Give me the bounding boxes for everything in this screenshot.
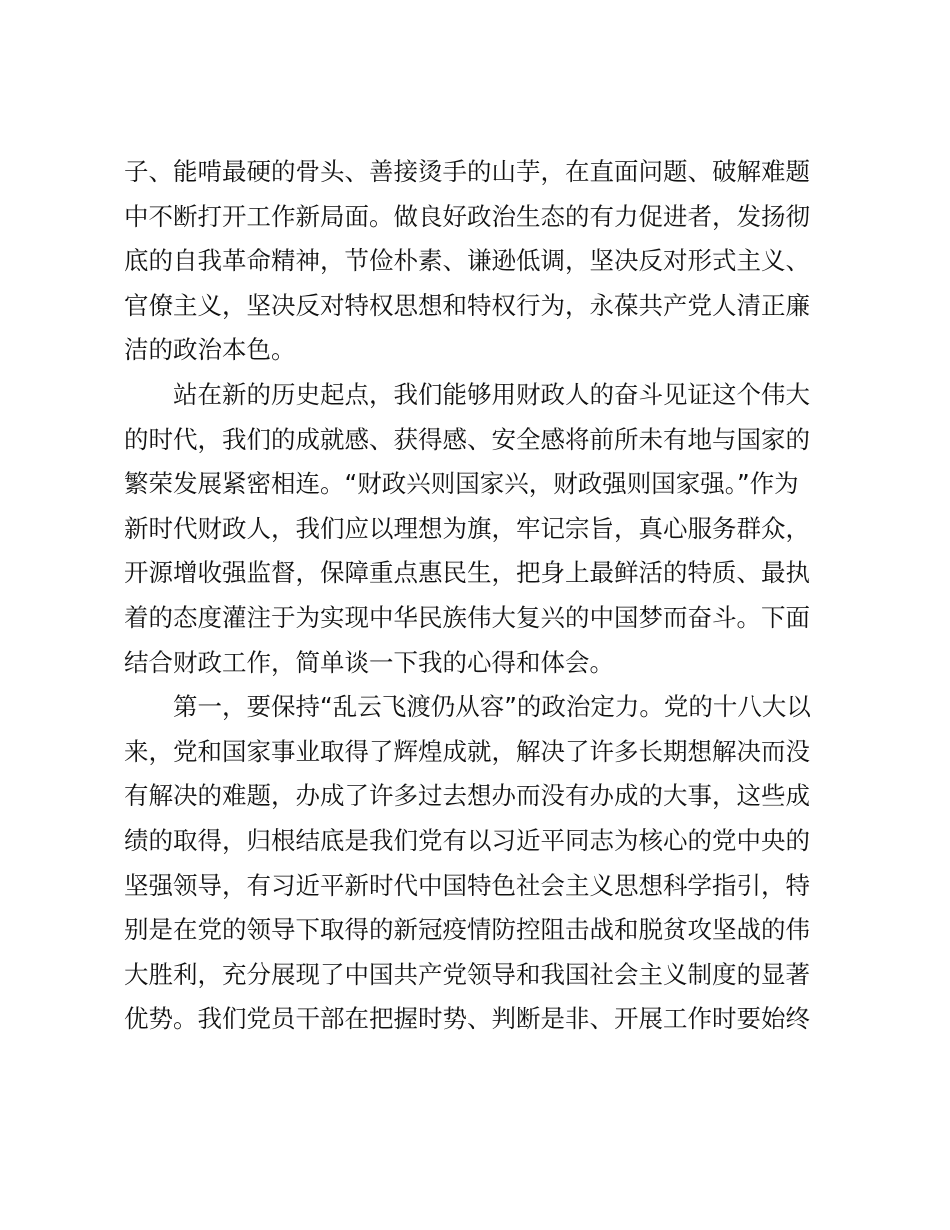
text-line: 着的态度灌注于为实现中华民族伟大复兴的中国梦而奋斗。下面 — [124, 602, 810, 632]
text-line: 优势。我们党员干部在把握时势、判断是非、开展工作时要始终 — [124, 1004, 810, 1034]
text-line: 站在新的历史起点，我们能够用财政人的奋斗见证这个伟大 — [173, 379, 810, 409]
paragraph-2 — [124, 373, 828, 685]
text-line: 大胜利，充分展现了中国共产党领导和我国社会主义制度的显著 — [124, 959, 810, 989]
text-line: 新时代财政人，我们应以理想为旗，牢记宗旨，真心服务群众， — [124, 513, 810, 543]
text-line: 有解决的难题，办成了许多过去想办而没有办成的大事，这些成 — [124, 781, 810, 811]
text-line: 别是在党的领导下取得的新冠疫情防控阻击战和脱贫攻坚战的伟 — [124, 915, 810, 945]
text-line: 第一，要保持“乱云飞渡仍从容”的政治定力。党的十八大以 — [173, 692, 811, 722]
text-line: 坚强领导，有习近平新时代中国特色社会主义思想科学指引，特 — [124, 870, 810, 900]
text-line: 底的自我革命精神，节俭朴素、谦逊低调，坚决反对形式主义、 — [124, 246, 810, 276]
text-line: 绩的取得，归根结底是我们党有以习近平同志为核心的党中央的 — [124, 825, 810, 855]
text-line: 繁荣发展紧密相连。“财政兴则国家兴，财政强则国家强。”作为 — [124, 469, 799, 499]
text-line: 官僚主义，坚决反对特权思想和特权行为，永葆共产党人清正廉 — [124, 290, 810, 320]
text-line: 中不断打开工作新局面。做良好政治生态的有力促进者，发扬彻 — [124, 201, 810, 231]
text-line: 子、能啃最硬的骨头、善接烫手的山芋，在直面问题、破解难题 — [124, 157, 810, 186]
document-body — [124, 150, 828, 1042]
text-line: 结合财政工作，简单谈一下我的心得和体会。 — [124, 647, 614, 677]
text-line: 来，党和国家事业取得了辉煌成就，解决了许多长期想解决而没 — [124, 736, 810, 766]
text-line: 洁的政治本色。 — [124, 335, 296, 365]
paragraph-3 — [124, 685, 828, 1042]
paragraph-1 — [124, 150, 828, 373]
text-line: 的时代，我们的成就感、获得感、安全感将前所未有地与国家的 — [124, 424, 810, 454]
text-line: 开源增收强监督，保障重点惠民生，把身上最鲜活的特质、最执 — [124, 558, 810, 588]
